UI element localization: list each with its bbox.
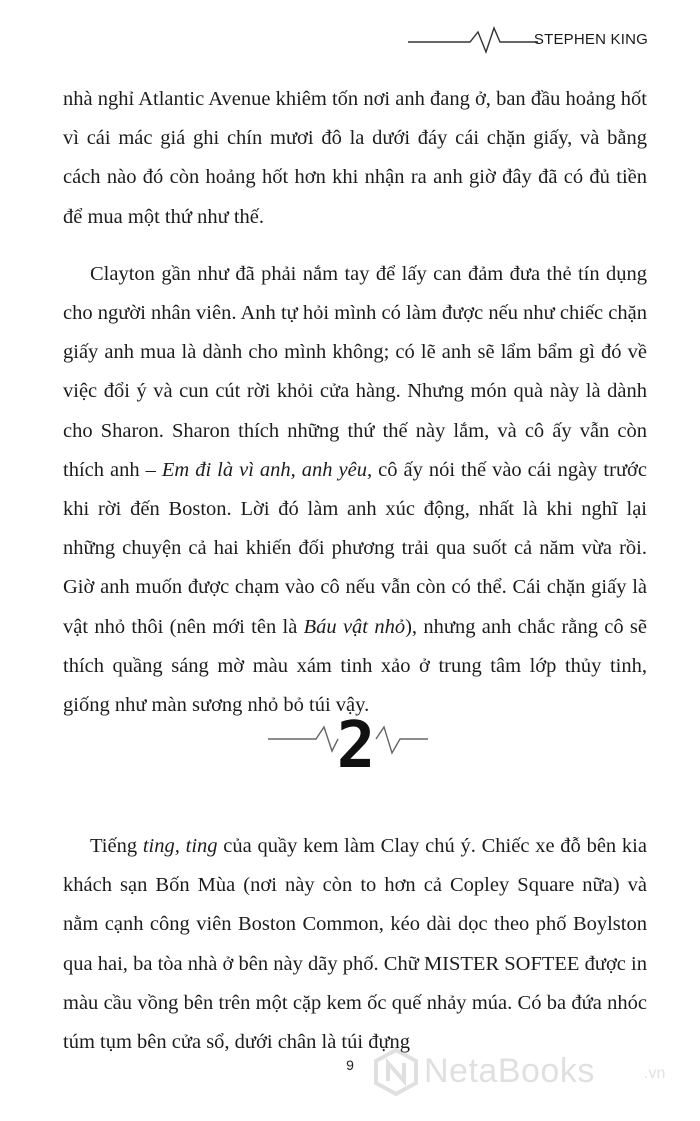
heartbeat-line-icon xyxy=(408,24,538,54)
chapter-number: 2 xyxy=(336,709,376,783)
paragraph-continued: nhà nghỉ Atlantic Avenue khiêm tốn nơi anh đang ở, ban đầu hoảng hốt vì cái mác giá ghi chín mươi đô la dưới đáy cái chặn giấy, và bằng cách nào đó còn hoảng hốt hơn khi nhận ra anh giờ đây đã có đủ tiền để mua một thứ như thế. xyxy=(63,88,647,228)
body-text-top xyxy=(63,80,647,725)
running-header xyxy=(408,24,648,54)
watermark-suffix: .vn xyxy=(644,1065,666,1082)
paragraph-text: ), nhưng anh chắc rằng cô sẽ thích quầng sáng mờ màu xám tinh xảo ở trung tâm lớp thủy tinh, giống như màn sương nhỏ bỏ túi vậy. xyxy=(63,615,648,717)
chapter-heartbeat-icon xyxy=(268,705,428,785)
italic-title: Báu vật nhỏ xyxy=(303,615,406,638)
italic-sound: ting, ting xyxy=(142,835,218,857)
chapter-heading xyxy=(268,705,428,785)
page-number: 9 xyxy=(346,1057,354,1073)
body-text-bottom xyxy=(63,827,647,1062)
paragraph-mister-softee xyxy=(63,827,647,1062)
italic-quote: Em đi là vì anh, anh yêu, xyxy=(161,458,373,481)
watermark xyxy=(372,1040,692,1104)
paragraph-text: Tiếng xyxy=(90,835,143,857)
paragraph-text: của quầy kem làm Clay chú ý. Chiếc xe đỗ bên kia khách sạn Bốn Mùa (nơi này còn to hơn cả Copley Square nữa) và nằm cạnh công viên Boston Common, kéo dài dọc theo phố Boylston qua hai, ba tòa nhà ở bên này dãy phố. Chữ MISTER SOFTEE được in màu cầu vồng bên trên một cặp kem ốc quế nhảy múa. Có ba đứa nhóc túm tụm bên cửa sổ, dưới chân là túi đựng xyxy=(63,835,647,1054)
watermark-brand: NetaBooks xyxy=(424,1052,595,1090)
paragraph-clayton xyxy=(63,255,647,725)
watermark-logo-icon xyxy=(372,1048,420,1096)
paragraph-text: cô ấy nói thế vào cái ngày trước khi rời đến Boston. Lời đó làm anh xúc động, nhất là khi nghĩ lại những chuyện cả hai khiến đối phương trải qua suốt cả năm vừa rồi. Giờ anh muốn được chạm vào cô nếu vẫn còn có thể. Cái chặn giấy là vật nhỏ thôi (nên mới tên là xyxy=(63,458,647,638)
author-name: STEPHEN KING xyxy=(533,31,648,48)
paragraph-text: Clayton gần như đã phải nắm tay để lấy can đảm đưa thẻ tín dụng cho người nhân viên. Anh tự hỏi mình có làm được nếu như chiếc chặn giấy anh mua là dành cho mình không; có lẽ anh sẽ lẩm bẩm gì đó về việc đổi ý và cun cút rời khỏi cửa hàng. Nhưng món quà này là dành cho Sharon. Sharon thích những thứ thế này lắm, và cô ấy vẫn còn thích anh – xyxy=(63,262,647,481)
